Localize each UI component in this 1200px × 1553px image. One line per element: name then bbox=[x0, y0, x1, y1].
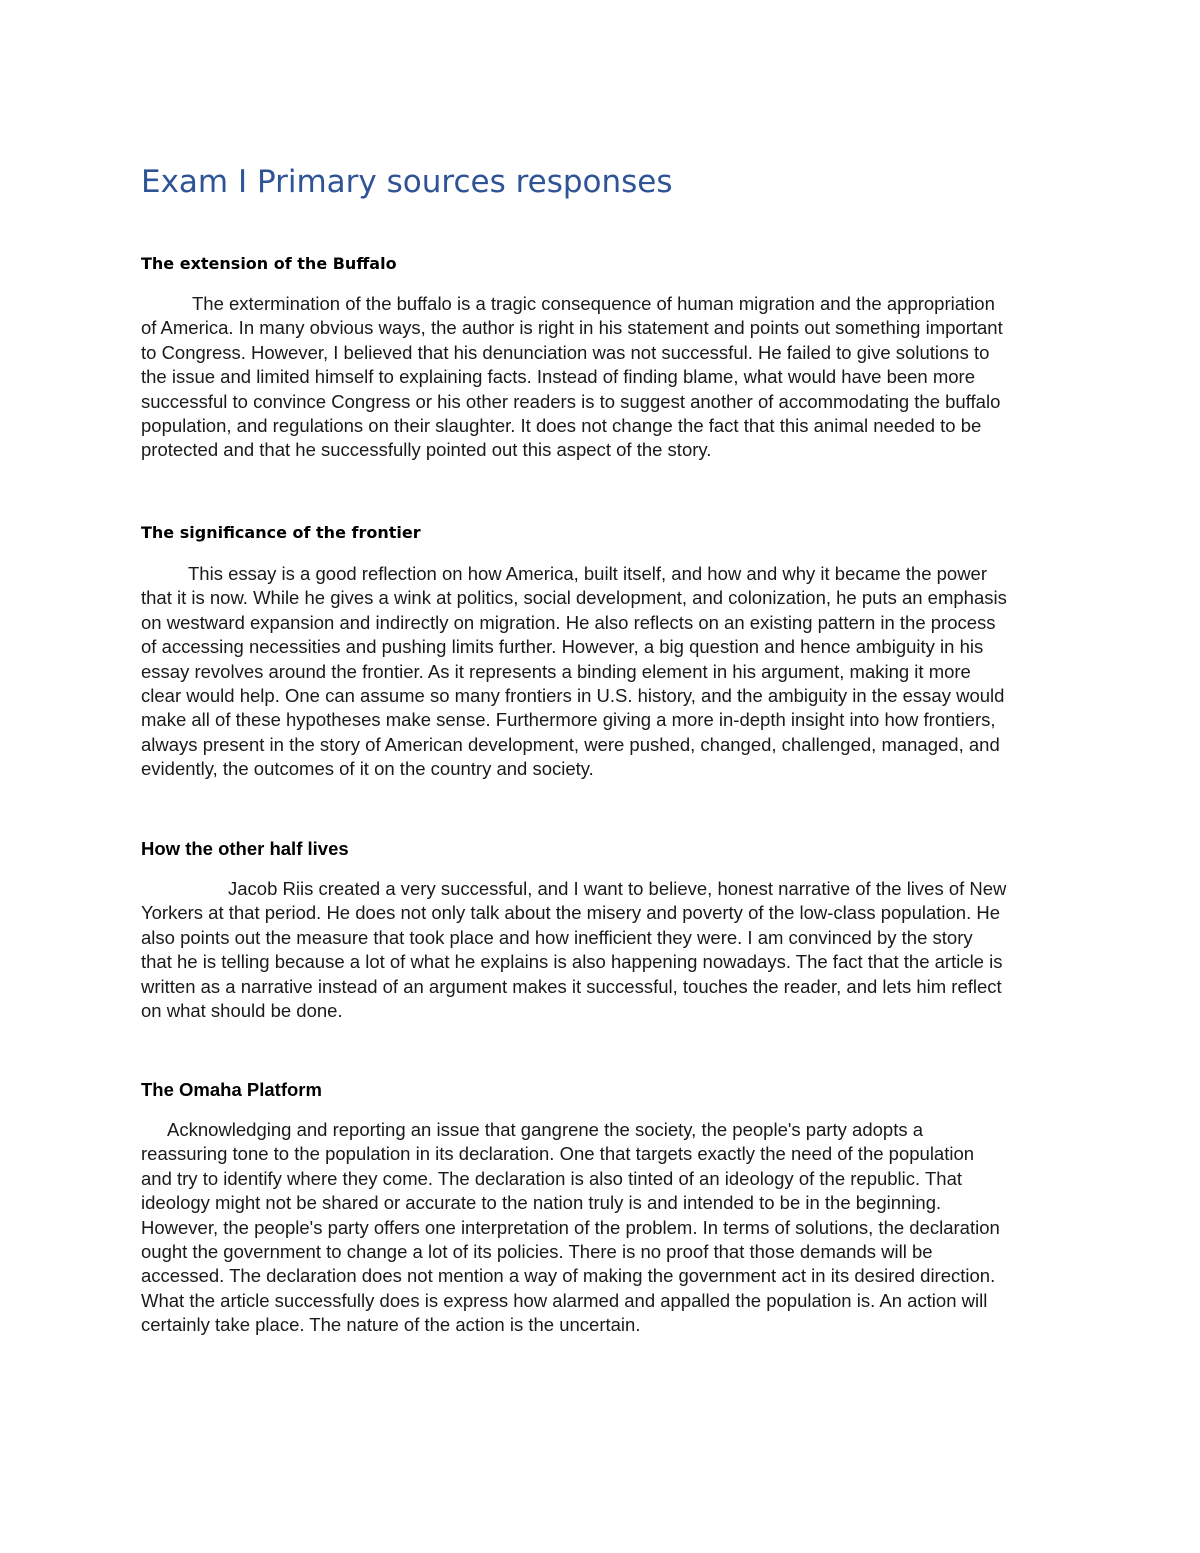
paragraph-line: evidently, the outcomes of it on the country and society. bbox=[141, 758, 594, 780]
paragraph-line: on what should be done. bbox=[141, 1000, 343, 1022]
section-body-frontier bbox=[141, 562, 1061, 782]
paragraph-line: always present in the story of American development, were pushed, changed, challenged, managed, and bbox=[141, 733, 1000, 755]
paragraph-line: Acknowledging and reporting an issue that gangrene the society, the people's party adopts a bbox=[167, 1119, 924, 1140]
section-heading-omaha: The Omaha Platform bbox=[141, 1079, 322, 1100]
paragraph-line: protected and that he successfully pointed out this aspect of the story. bbox=[141, 439, 712, 461]
paragraph-line: to Congress. However, I believed that his denunciation was not successful. He failed to give solutions to bbox=[141, 341, 990, 363]
paragraph-line: essay revolves around the frontier. As it represents a binding element in his argument, making it more bbox=[141, 660, 971, 682]
paragraph-line: Yorkers at that period. He does not only talk about the misery and poverty of the low-class population. He bbox=[141, 902, 1001, 924]
section-heading-buffalo: The extension of the Buffalo bbox=[141, 254, 397, 273]
section-heading-frontier: The significance of the frontier bbox=[141, 523, 421, 542]
section-heading-other-half: How the other half lives bbox=[141, 838, 349, 859]
paragraph-line: make all of these hypotheses make sense. Furthermore giving a more in-depth insight into how frontiers, bbox=[141, 709, 996, 731]
paragraph-line: written as a narrative instead of an argument makes it successful, touches the reader, and lets him reflect bbox=[141, 975, 1002, 997]
paragraph-line: of accessing necessities and pushing limits further. However, a big question and hence ambiguity in his bbox=[141, 636, 984, 658]
paragraph-line: The extermination of the buffalo is a tragic consequence of human migration and the appropriation bbox=[192, 293, 995, 314]
section-body-buffalo bbox=[141, 292, 1061, 463]
paragraph-line: the issue and limited himself to explaining facts. Instead of finding blame, what would have been more bbox=[141, 366, 976, 388]
paragraph-line: and try to identify where they come. The declaration is also tinted of an ideology of the republic. That bbox=[141, 1167, 962, 1189]
paragraph-line: clear would help. One can assume so many frontiers in U.S. history, and the ambiguity in the essay would bbox=[141, 685, 1005, 707]
paragraph-line: However, the people's party offers one interpretation of the problem. In terms of solutions, the declaration bbox=[141, 1216, 1000, 1238]
paragraph-line: certainly take place. The nature of the action is the uncertain. bbox=[141, 1314, 641, 1336]
paragraph-line: that he is telling because a lot of what he explains is also happening nowadays. The fact that the article is bbox=[141, 951, 1003, 973]
paragraph-line: ought the government to change a lot of its policies. There is no proof that those demands will be bbox=[141, 1241, 933, 1263]
paragraph-line: accessed. The declaration does not mention a way of making the government act in its desired direction. bbox=[141, 1265, 996, 1287]
section-body-other-half bbox=[141, 877, 1061, 1023]
paragraph-line: This essay is a good reflection on how America, built itself, and how and why it became the power bbox=[188, 563, 988, 584]
paragraph-line: population, and regulations on their slaughter. It does not change the fact that this animal needed to be bbox=[141, 415, 982, 437]
paragraph-line: reassuring tone to the population in its declaration. One that targets exactly the need of the population bbox=[141, 1143, 975, 1165]
paragraph-line: that it is now. While he gives a wink at politics, social development, and colonization, he puts an emphasis bbox=[141, 587, 1007, 609]
paragraph-line: successful to convince Congress or his other readers is to suggest another of accommodating the buffalo bbox=[141, 390, 1001, 412]
paragraph-line: on westward expansion and indirectly on migration. He also reflects on an existing pattern in the process bbox=[141, 611, 996, 633]
paragraph-line: Jacob Riis created a very successful, and I want to believe, honest narrative of the lives of New bbox=[228, 878, 1007, 899]
paragraph-line: What the article successfully does is express how alarmed and appalled the population is. An action will bbox=[141, 1289, 988, 1311]
paragraph-line: of America. In many obvious ways, the author is right in his statement and points out something important bbox=[141, 317, 1003, 339]
paragraph-line: also points out the measure that took place and how inefficient they were. I am convinced by the story bbox=[141, 926, 973, 948]
section-body-omaha bbox=[141, 1118, 1061, 1338]
paragraph-line: ideology might not be shared or accurate to the nation truly is and intended to be in the beginning. bbox=[141, 1192, 942, 1214]
document-title: Exam I Primary sources responses bbox=[141, 164, 673, 200]
